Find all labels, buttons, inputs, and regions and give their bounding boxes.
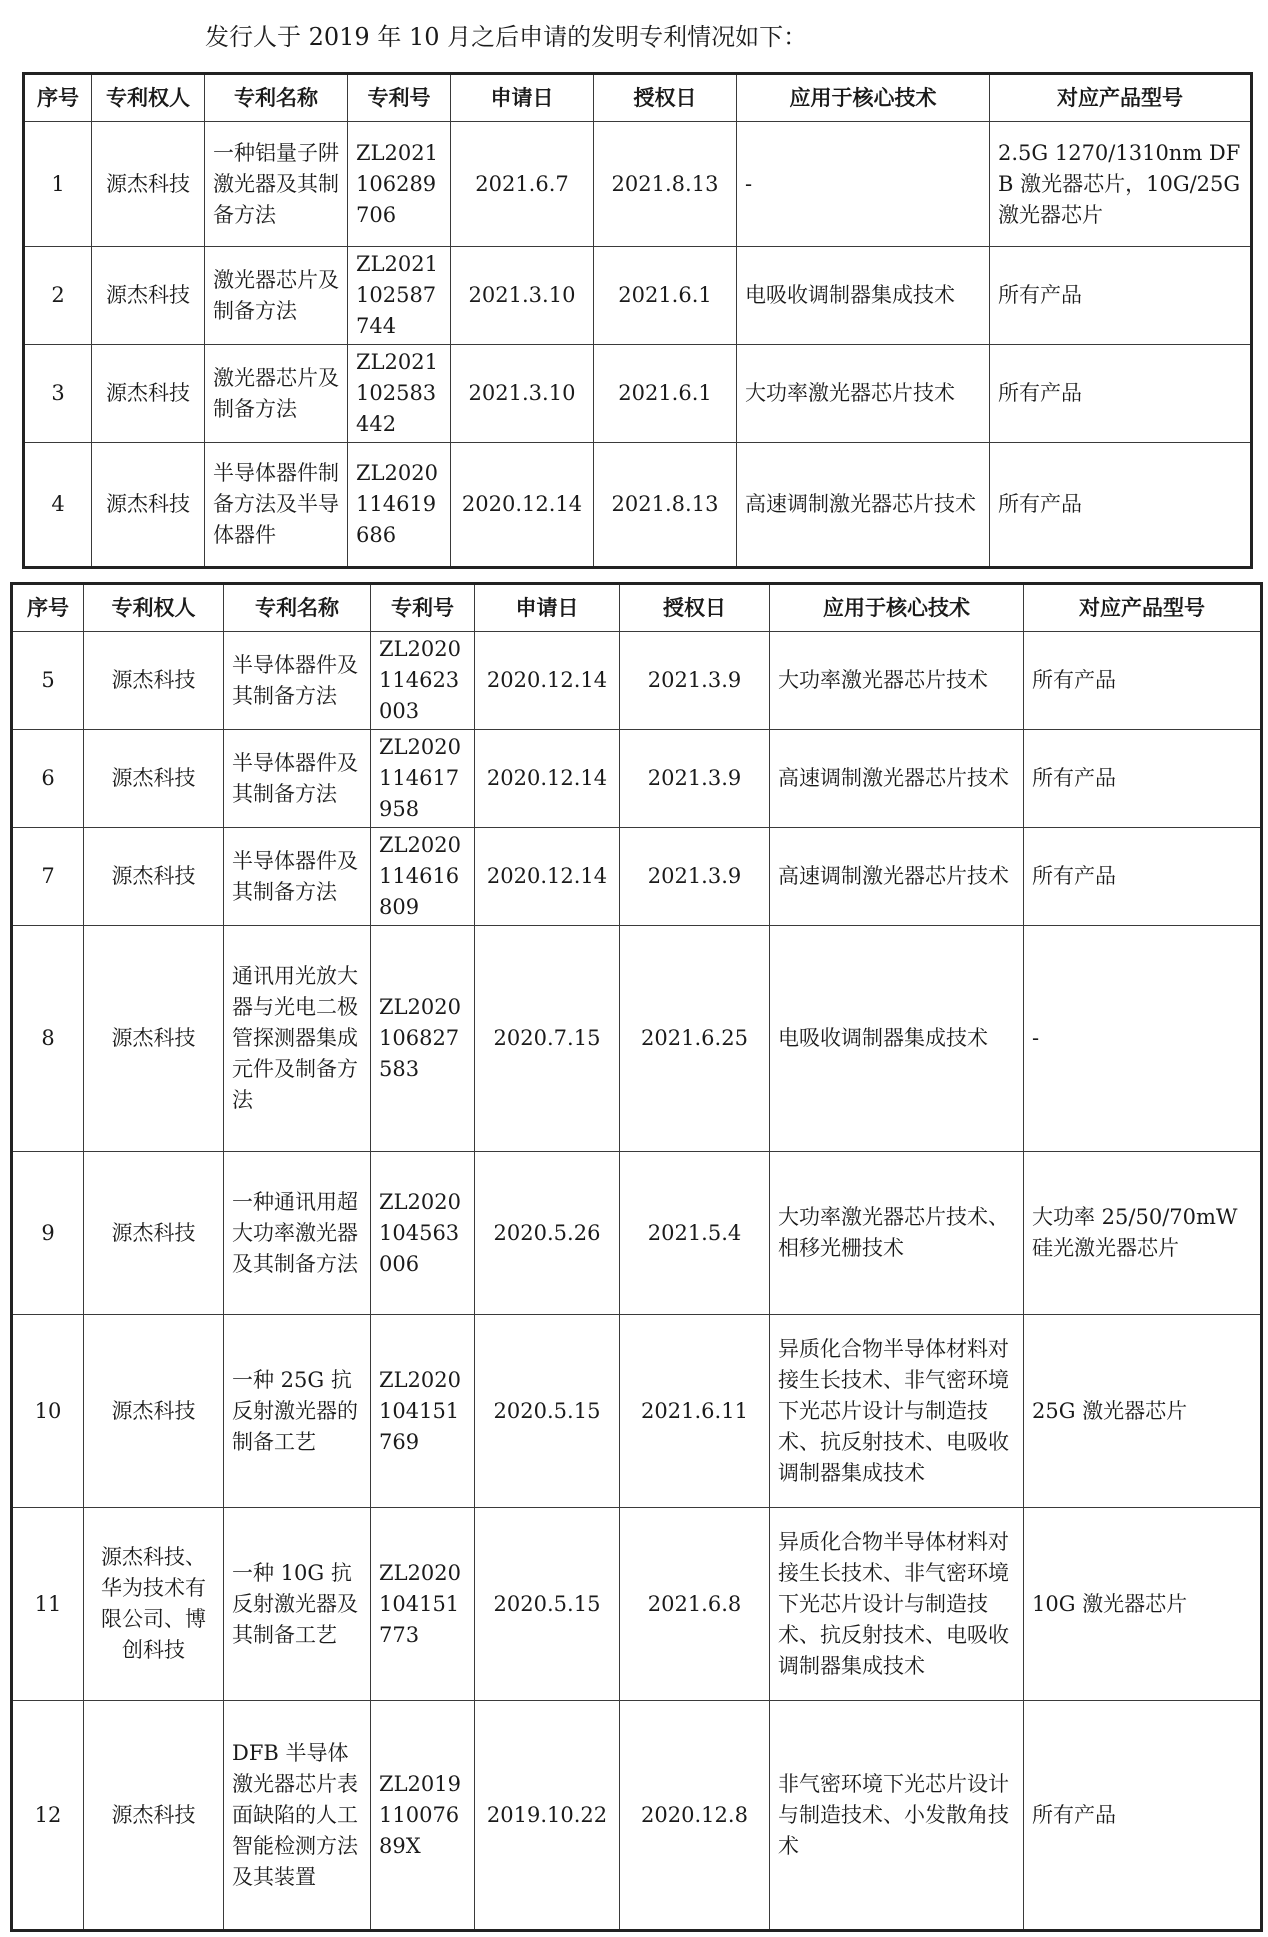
cell-product: 所有产品 bbox=[1024, 828, 1262, 926]
cell-name: 一种 10G 抗反射激光器及其制备工艺 bbox=[224, 1508, 371, 1701]
cell-apply-date: 2020.12.14 bbox=[451, 443, 594, 568]
cell-name: 半导体器件制备方法及半导体器件 bbox=[205, 443, 348, 568]
cell-no: 10 bbox=[12, 1315, 84, 1508]
cell-product: 所有产品 bbox=[1024, 730, 1262, 828]
cell-apply-date: 2020.12.14 bbox=[475, 828, 620, 926]
cell-product: 所有产品 bbox=[990, 443, 1252, 568]
table-row bbox=[12, 1508, 1262, 1701]
table-header-row bbox=[12, 584, 1262, 632]
cell-grant-date: 2021.5.4 bbox=[620, 1152, 770, 1315]
cell-owner: 源杰科技 bbox=[84, 632, 224, 730]
table-row bbox=[24, 345, 1252, 443]
cell-product: 10G 激光器芯片 bbox=[1024, 1508, 1262, 1701]
header-patent-no: 专利号 bbox=[371, 584, 475, 632]
header-grant-date: 授权日 bbox=[620, 584, 770, 632]
cell-name: 半导体器件及其制备方法 bbox=[224, 828, 371, 926]
cell-owner: 源杰科技 bbox=[84, 828, 224, 926]
header-grant-date: 授权日 bbox=[594, 74, 737, 122]
table-row bbox=[12, 1315, 1262, 1508]
cell-owner: 源杰科技 bbox=[84, 730, 224, 828]
cell-owner: 源杰科技 bbox=[92, 345, 205, 443]
cell-patent-no: ZL2020114623003 bbox=[371, 632, 475, 730]
cell-product: 所有产品 bbox=[990, 345, 1252, 443]
cell-name: 激光器芯片及制备方法 bbox=[205, 345, 348, 443]
cell-owner: 源杰科技 bbox=[92, 443, 205, 568]
patent-table-part-1 bbox=[22, 72, 1253, 569]
header-no: 序号 bbox=[24, 74, 92, 122]
cell-patent-no: ZL2020106827583 bbox=[371, 926, 475, 1152]
cell-name: 一种 25G 抗反射激光器的制备工艺 bbox=[224, 1315, 371, 1508]
cell-apply-date: 2020.5.15 bbox=[475, 1508, 620, 1701]
cell-product: 所有产品 bbox=[1024, 1701, 1262, 1931]
cell-name: 半导体器件及其制备方法 bbox=[224, 730, 371, 828]
header-apply-date: 申请日 bbox=[475, 584, 620, 632]
cell-no: 1 bbox=[24, 122, 92, 247]
cell-apply-date: 2020.7.15 bbox=[475, 926, 620, 1152]
cell-no: 7 bbox=[12, 828, 84, 926]
header-apply-date: 申请日 bbox=[451, 74, 594, 122]
cell-owner: 源杰科技 bbox=[84, 1315, 224, 1508]
cell-core-tech: 高速调制激光器芯片技术 bbox=[770, 730, 1024, 828]
table-row bbox=[24, 122, 1252, 247]
cell-product: 25G 激光器芯片 bbox=[1024, 1315, 1262, 1508]
cell-apply-date: 2019.10.22 bbox=[475, 1701, 620, 1931]
cell-core-tech: 异质化合物半导体材料对接生长技术、非气密环境下光芯片设计与制造技术、抗反射技术、电吸收调制器集成技术 bbox=[770, 1508, 1024, 1701]
header-product: 对应产品型号 bbox=[990, 74, 1252, 122]
cell-name: 激光器芯片及制备方法 bbox=[205, 247, 348, 345]
cell-patent-no: ZL2021106289706 bbox=[348, 122, 451, 247]
cell-patent-no: ZL2020104151773 bbox=[371, 1508, 475, 1701]
cell-core-tech: 大功率激光器芯片技术 bbox=[737, 345, 990, 443]
cell-patent-no: ZL2020114619686 bbox=[348, 443, 451, 568]
cell-no: 8 bbox=[12, 926, 84, 1152]
cell-owner: 源杰科技 bbox=[92, 247, 205, 345]
cell-name: 半导体器件及其制备方法 bbox=[224, 632, 371, 730]
cell-no: 11 bbox=[12, 1508, 84, 1701]
cell-no: 4 bbox=[24, 443, 92, 568]
table-row bbox=[12, 1152, 1262, 1315]
cell-grant-date: 2020.12.8 bbox=[620, 1701, 770, 1931]
cell-core-tech: 高速调制激光器芯片技术 bbox=[770, 828, 1024, 926]
cell-name: 一种通讯用超大功率激光器及其制备方法 bbox=[224, 1152, 371, 1315]
cell-apply-date: 2020.12.14 bbox=[475, 632, 620, 730]
table-row bbox=[24, 443, 1252, 568]
intro-paragraph: 发行人于 2019 年 10 月之后申请的发明专利情况如下： bbox=[205, 23, 808, 51]
cell-no: 2 bbox=[24, 247, 92, 345]
cell-patent-no: ZL201911007689X bbox=[371, 1701, 475, 1931]
table-header-row bbox=[24, 74, 1252, 122]
table-row bbox=[12, 926, 1262, 1152]
cell-grant-date: 2021.6.11 bbox=[620, 1315, 770, 1508]
cell-no: 6 bbox=[12, 730, 84, 828]
cell-product: 所有产品 bbox=[990, 247, 1252, 345]
cell-grant-date: 2021.3.9 bbox=[620, 828, 770, 926]
cell-no: 5 bbox=[12, 632, 84, 730]
header-product: 对应产品型号 bbox=[1024, 584, 1262, 632]
cell-owner: 源杰科技 bbox=[84, 1152, 224, 1315]
cell-patent-no: ZL2020114617958 bbox=[371, 730, 475, 828]
cell-grant-date: 2021.6.8 bbox=[620, 1508, 770, 1701]
cell-apply-date: 2021.3.10 bbox=[451, 345, 594, 443]
cell-owner: 源杰科技 bbox=[84, 1701, 224, 1931]
header-owner: 专利权人 bbox=[84, 584, 224, 632]
cell-apply-date: 2021.3.10 bbox=[451, 247, 594, 345]
cell-no: 9 bbox=[12, 1152, 84, 1315]
cell-name: 一种铝量子阱激光器及其制备方法 bbox=[205, 122, 348, 247]
cell-core-tech: 大功率激光器芯片技术、相移光栅技术 bbox=[770, 1152, 1024, 1315]
cell-grant-date: 2021.6.25 bbox=[620, 926, 770, 1152]
cell-apply-date: 2021.6.7 bbox=[451, 122, 594, 247]
table-row bbox=[24, 247, 1252, 345]
cell-patent-no: ZL2020104151769 bbox=[371, 1315, 475, 1508]
cell-core-tech: 高速调制激光器芯片技术 bbox=[737, 443, 990, 568]
cell-grant-date: 2021.3.9 bbox=[620, 632, 770, 730]
header-name: 专利名称 bbox=[224, 584, 371, 632]
cell-grant-date: 2021.6.1 bbox=[594, 247, 737, 345]
header-owner: 专利权人 bbox=[92, 74, 205, 122]
header-no: 序号 bbox=[12, 584, 84, 632]
cell-owner: 源杰科技 bbox=[84, 926, 224, 1152]
cell-apply-date: 2020.5.15 bbox=[475, 1315, 620, 1508]
cell-name: 通讯用光放大器与光电二极管探测器集成元件及制备方法 bbox=[224, 926, 371, 1152]
cell-patent-no: ZL2020104563006 bbox=[371, 1152, 475, 1315]
cell-core-tech: 异质化合物半导体材料对接生长技术、非气密环境下光芯片设计与制造技术、抗反射技术、电吸收调制器集成技术 bbox=[770, 1315, 1024, 1508]
cell-grant-date: 2021.8.13 bbox=[594, 122, 737, 247]
header-core-tech: 应用于核心技术 bbox=[737, 74, 990, 122]
cell-no: 3 bbox=[24, 345, 92, 443]
cell-owner: 源杰科技、华为技术有限公司、博创科技 bbox=[84, 1508, 224, 1701]
cell-grant-date: 2021.6.1 bbox=[594, 345, 737, 443]
header-patent-no: 专利号 bbox=[348, 74, 451, 122]
table-row bbox=[12, 730, 1262, 828]
cell-grant-date: 2021.3.9 bbox=[620, 730, 770, 828]
patent-table-part-2 bbox=[10, 582, 1263, 1932]
cell-product: 大功率 25/50/70mW 硅光激光器芯片 bbox=[1024, 1152, 1262, 1315]
cell-apply-date: 2020.5.26 bbox=[475, 1152, 620, 1315]
cell-core-tech: 电吸收调制器集成技术 bbox=[770, 926, 1024, 1152]
cell-patent-no: ZL2020114616809 bbox=[371, 828, 475, 926]
header-name: 专利名称 bbox=[205, 74, 348, 122]
cell-name: DFB 半导体激光器芯片表面缺陷的人工智能检测方法及其装置 bbox=[224, 1701, 371, 1931]
cell-owner: 源杰科技 bbox=[92, 122, 205, 247]
cell-product: 所有产品 bbox=[1024, 632, 1262, 730]
cell-product: - bbox=[1024, 926, 1262, 1152]
cell-product: 2.5G 1270/1310nm DFB 激光器芯片，10G/25G 激光器芯片 bbox=[990, 122, 1252, 247]
cell-grant-date: 2021.8.13 bbox=[594, 443, 737, 568]
cell-core-tech: 电吸收调制器集成技术 bbox=[737, 247, 990, 345]
header-core-tech: 应用于核心技术 bbox=[770, 584, 1024, 632]
cell-core-tech: 大功率激光器芯片技术 bbox=[770, 632, 1024, 730]
cell-apply-date: 2020.12.14 bbox=[475, 730, 620, 828]
cell-no: 12 bbox=[12, 1701, 84, 1931]
cell-patent-no: ZL2021102583442 bbox=[348, 345, 451, 443]
cell-core-tech: 非气密环境下光芯片设计与制造技术、小发散角技术 bbox=[770, 1701, 1024, 1931]
cell-patent-no: ZL2021102587744 bbox=[348, 247, 451, 345]
cell-core-tech: - bbox=[737, 122, 990, 247]
table-row bbox=[12, 632, 1262, 730]
table-row bbox=[12, 828, 1262, 926]
table-row bbox=[12, 1701, 1262, 1931]
